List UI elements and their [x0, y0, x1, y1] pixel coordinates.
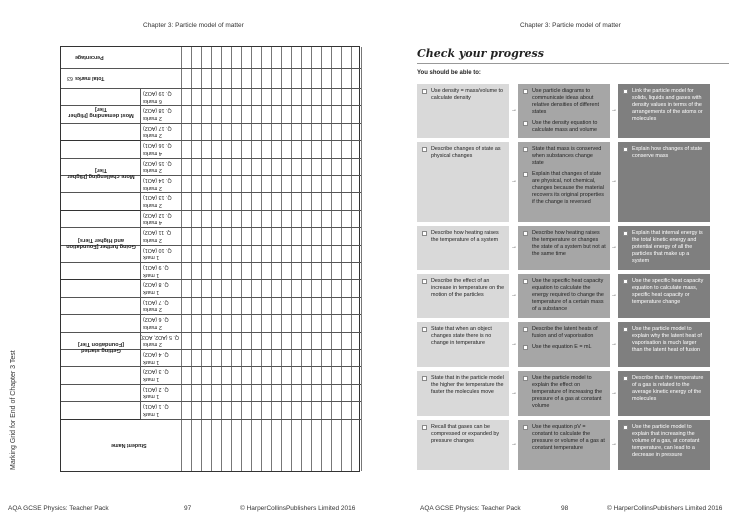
- question-label: Q. 13 (AO1): [143, 194, 172, 201]
- progress-row: [417, 420, 729, 470]
- arrow-right-icon: →: [611, 389, 617, 396]
- progress-cell-c1: [417, 274, 509, 318]
- arrow-right-icon: →: [511, 441, 517, 447]
- marks-label: 2 marks: [143, 132, 162, 139]
- title-divider: [417, 63, 729, 64]
- marks-label: 1 mark: [143, 358, 160, 365]
- student-name-label: Student Name: [111, 442, 147, 449]
- marks-label: 2 marks: [143, 236, 162, 243]
- progress-item: [623, 326, 706, 354]
- checkbox-icon[interactable]: [422, 279, 427, 284]
- progress-item-text: Describe that the temperature of a gas is related to the average kinetic energy of the molecules: [632, 375, 704, 403]
- progress-item: [523, 344, 606, 351]
- question-label: Q. 5 (AO2, AO3): [140, 333, 179, 340]
- progress-cell-c3: [618, 420, 710, 470]
- marks-label: 6 marks: [143, 97, 162, 104]
- marks-label: 2 marks: [143, 167, 162, 174]
- tier-group: [61, 211, 141, 281]
- progress-item: [623, 88, 706, 123]
- footer-copyright: © HarperCollinsPublishers Limited 2016: [240, 505, 356, 512]
- question-label: Q. 6 (AO2): [143, 316, 169, 323]
- progress-cell-c3: [618, 84, 710, 138]
- footer-page-number: 97: [184, 505, 192, 512]
- progress-cell-c2: [518, 322, 610, 367]
- progress-item-text: Use the particle model to explain the effect on temperature of increasing the pressure of a gas at constant volume: [532, 375, 603, 410]
- progress-item-text: Describe changes of state as physical changes: [431, 146, 501, 160]
- marks-label: 4 marks: [143, 149, 162, 156]
- progress-row: [417, 84, 729, 138]
- chapter-heading: Chapter 3: Particle model of matter: [520, 22, 621, 29]
- progress-item-text: Describe the effect of an increase in temperature on the motion of the particles: [431, 278, 505, 299]
- progress-cell-c2: [518, 274, 610, 318]
- student-name-row: [61, 420, 361, 473]
- marks-label: 2 marks: [143, 201, 162, 208]
- progress-item-text: Use the equation E = mL: [532, 344, 592, 351]
- arrow-right-icon: →: [611, 340, 617, 347]
- progress-item-text: State that mass is conserved when substances change state: [532, 146, 602, 167]
- progress-item-text: Describe the latent heats of fusion and of vaporisation: [532, 326, 598, 340]
- question-label: Q. 18 (AO2): [143, 107, 172, 114]
- arrow-right-icon: →: [511, 292, 517, 298]
- checkbox-icon[interactable]: [623, 89, 628, 94]
- checkbox-icon[interactable]: [422, 376, 427, 381]
- arrow-right-icon: →: [511, 107, 517, 113]
- checkbox-icon[interactable]: [523, 231, 528, 236]
- marks-label: 2 marks: [143, 323, 162, 330]
- arrow-right-icon: →: [511, 244, 517, 250]
- marks-label: 1 mark: [143, 271, 160, 278]
- checkbox-icon[interactable]: [422, 147, 427, 152]
- question-label: Q. 7 (AO1): [143, 298, 169, 305]
- progress-cell-c2: [518, 226, 610, 270]
- checkbox-icon[interactable]: [523, 172, 528, 177]
- progress-cell-c3: [618, 142, 710, 222]
- progress-item-text: Link the particle model for solids, liquids and gases with density values in terms of the arrangements of the atoms or molecules: [632, 88, 703, 123]
- question-label: Q. 9 (AO1): [143, 264, 169, 270]
- footer-page-number: 98: [561, 505, 569, 512]
- chapter-heading: Chapter 3: Particle model of matter: [143, 22, 244, 29]
- progress-cell-c1: [417, 84, 509, 138]
- question-label: Q. 10 (AO1): [143, 246, 172, 253]
- arrow-right-icon: →: [611, 441, 617, 447]
- progress-item: [623, 424, 706, 459]
- question-label: Q. 2 (AO1): [143, 385, 169, 392]
- progress-row: [417, 371, 729, 416]
- arrow-right-icon: →: [611, 292, 617, 298]
- progress-row: [417, 226, 729, 270]
- tier-group-label: Most demanding [Higher Tier]: [68, 105, 134, 118]
- progress-cell-c2: [518, 84, 610, 138]
- progress-item-text: State that in the particle model the higher the temperature the faster the molecules move: [431, 375, 504, 396]
- checkbox-icon[interactable]: [623, 279, 628, 284]
- checkbox-icon[interactable]: [523, 89, 528, 94]
- progress-item: [523, 171, 606, 206]
- marks-label: 4 marks: [143, 219, 162, 226]
- question-label: Q. 12 (AO2): [143, 211, 172, 218]
- progress-cell-c1: [417, 420, 509, 470]
- progress-item-text: Use the particle model to explain that increasing the volume of a gas, at constant temperature, can lead to a decrease in pressure: [632, 424, 700, 459]
- grid-side-title: Marking Grid for End of Chapter 3 Test: [10, 350, 17, 470]
- checkbox-icon[interactable]: [623, 231, 628, 236]
- arrow-right-icon: →: [611, 178, 617, 184]
- progress-cell-c2: [518, 371, 610, 416]
- progress-cell-c3: [618, 274, 710, 318]
- marking-grid: [60, 46, 360, 472]
- progress-item: [422, 278, 505, 299]
- marks-label: 2 marks: [143, 184, 162, 191]
- tier-group-label: Going further [Foundation and Higher Tiers]: [66, 236, 136, 249]
- arrow-right-icon: →: [511, 340, 517, 347]
- progress-item-text: Use the specific heat capacity equation to calculate the energy required to change the temperature of a certain mass of a substance: [532, 278, 604, 313]
- progress-item: [523, 88, 606, 116]
- question-label: Q. 15 (AO2): [143, 159, 172, 166]
- total-marks-value: 63: [67, 75, 73, 81]
- progress-item: [422, 326, 505, 347]
- tier-group: [61, 280, 141, 419]
- progress-cell-c3: [618, 226, 710, 270]
- progress-item: [623, 230, 706, 265]
- footer-pack: AQA GCSE Physics: Teacher Pack: [8, 505, 109, 512]
- progress-item-text: Use density = mass/volume to calculate density: [431, 88, 504, 102]
- question-label: Q. 17 (AO2): [143, 124, 172, 131]
- grid-row: [61, 47, 361, 69]
- marks-label: 1 mark: [143, 288, 160, 295]
- tier-group: [61, 141, 141, 211]
- progress-item: [523, 278, 606, 313]
- grid-column-line: [361, 47, 362, 471]
- progress-cell-c3: [618, 322, 710, 367]
- progress-row: [417, 274, 729, 318]
- grid-header-label: Percentage: [75, 54, 104, 60]
- progress-row: [417, 322, 729, 367]
- question-label: Q. 4 (AO2): [143, 351, 169, 357]
- progress-item-text: Explain that changes of state are physical, not chemical, changes because the material recovers its original properties if the change is reversed: [532, 171, 604, 206]
- progress-item: [422, 230, 505, 244]
- section-title: Check your progress: [417, 47, 544, 60]
- arrow-right-icon: →: [511, 178, 517, 184]
- progress-item-text: Explain that internal energy is the total kinetic energy and potential energy of all the particles that make up a system: [632, 230, 703, 265]
- progress-item: [523, 146, 606, 167]
- checkbox-icon[interactable]: [422, 327, 427, 332]
- arrow-right-icon: →: [611, 107, 617, 113]
- question-label: Q. 11 (AO2): [143, 229, 172, 236]
- progress-item: [422, 146, 505, 160]
- progress-item: [623, 375, 706, 403]
- footer-copyright: © HarperCollinsPublishers Limited 2016: [607, 505, 723, 512]
- grid-header-label: Total marks: [75, 75, 105, 81]
- progress-item-text: Describe how heating raises the temperature of a system: [431, 230, 499, 244]
- progress-item: [523, 326, 606, 340]
- marks-label: 1 mark: [143, 254, 160, 261]
- marks-label: 1 mark: [143, 410, 160, 417]
- progress-cell-c1: [417, 226, 509, 270]
- checkbox-icon[interactable]: [623, 425, 628, 430]
- question-label: Q. 3 (AO2): [143, 368, 169, 375]
- checkbox-icon[interactable]: [422, 231, 427, 236]
- question-label: Q. 8 (AO2): [143, 281, 169, 288]
- checkbox-icon[interactable]: [523, 147, 528, 152]
- progress-cell-c2: [518, 420, 610, 470]
- question-label: Q. 16 (AO1): [143, 142, 172, 149]
- progress-item: [422, 424, 505, 445]
- progress-item-text: Use the density equation to calculate mass and volume: [532, 120, 598, 134]
- marks-label: 2 marks: [143, 341, 162, 348]
- checkbox-icon[interactable]: [523, 279, 528, 284]
- progress-item-text: Use particle diagrams to communicate ideas about relative densities of different states: [532, 88, 600, 116]
- arrow-right-icon: →: [611, 244, 617, 250]
- tier-group-label: More challenging [Higher Tier]: [67, 166, 135, 179]
- progress-cell-c2: [518, 142, 610, 222]
- checkbox-icon[interactable]: [523, 327, 528, 332]
- progress-cell-c3: [618, 371, 710, 416]
- progress-item-text: Use the equation pV = constant to calculate the pressure or volume of a gas at constant temperature: [532, 424, 605, 452]
- checkbox-icon[interactable]: [523, 376, 528, 381]
- progress-item: [523, 120, 606, 134]
- progress-item-text: Use the particle model to explain why the latent heat of vaporisation is much larger than the latent heat of fusion: [632, 326, 702, 354]
- question-label: Q. 14 (AO1): [143, 177, 172, 183]
- progress-item: [422, 88, 505, 102]
- checkbox-icon[interactable]: [523, 121, 528, 126]
- question-label: Q. 19 (AO2): [143, 90, 172, 96]
- checkbox-icon[interactable]: [623, 147, 628, 152]
- checkbox-icon[interactable]: [422, 425, 427, 430]
- progress-item: [523, 375, 606, 410]
- progress-item-text: Explain how changes of state conserve mass: [632, 146, 703, 160]
- progress-item-text: State that when an object changes state there is no change in temperature: [431, 326, 492, 347]
- progress-item-text: Recall that gases can be compressed or expanded by pressure changes: [431, 424, 500, 445]
- progress-item: [623, 278, 706, 306]
- checkbox-icon[interactable]: [523, 425, 528, 430]
- checkbox-icon[interactable]: [523, 345, 528, 350]
- progress-cell-c1: [417, 371, 509, 416]
- progress-item: [422, 375, 505, 396]
- checkbox-icon[interactable]: [422, 89, 427, 94]
- question-label: Q. 1 (AO1): [143, 403, 169, 410]
- section-subtitle: You should be able to:: [417, 70, 481, 76]
- progress-cell-c1: [417, 322, 509, 367]
- progress-item-text: Describe how heating raises the temperature or changes the state of a system but not at the same time: [532, 230, 606, 258]
- progress-item: [523, 424, 606, 452]
- footer-pack: AQA GCSE Physics: Teacher Pack: [420, 505, 521, 512]
- checkbox-icon[interactable]: [623, 327, 628, 332]
- marks-label: 2 marks: [143, 306, 162, 313]
- marks-label: 1 mark: [143, 375, 160, 382]
- marks-label: 1 mark: [143, 393, 160, 400]
- grid-row: [61, 69, 361, 89]
- checkbox-icon[interactable]: [623, 376, 628, 381]
- right-page: [375, 0, 750, 531]
- marks-label: 2 marks: [143, 114, 162, 121]
- progress-row: [417, 142, 729, 222]
- tier-group-label: Getting started [Foundation Tier]: [78, 340, 124, 353]
- progress-item: [523, 230, 606, 258]
- progress-item: [623, 146, 706, 160]
- tier-group: [61, 89, 141, 141]
- progress-item-text: Use the specific heat capacity equation to calculate mass, specific heat capacity or temperature change: [632, 278, 704, 306]
- progress-cell-c1: [417, 142, 509, 222]
- arrow-right-icon: →: [511, 389, 517, 396]
